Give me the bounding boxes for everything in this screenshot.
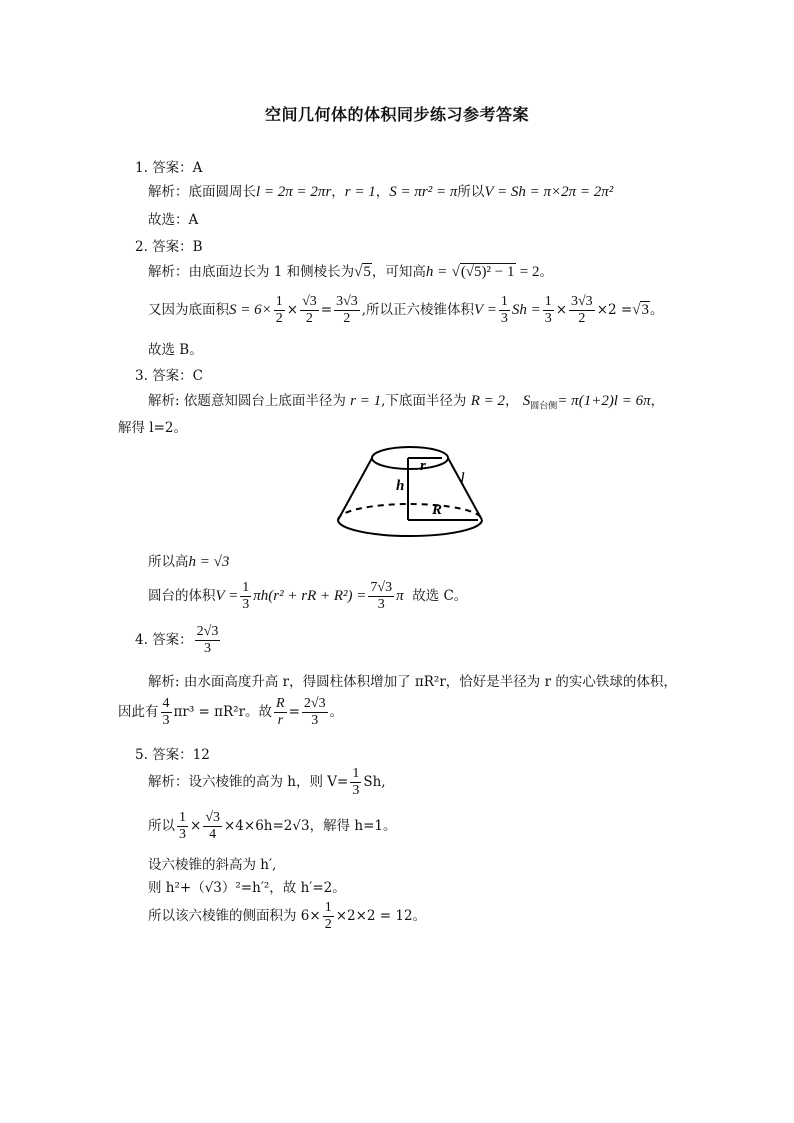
sqrt-5: √5 (354, 264, 371, 280)
fraction-2root3-over-3-b: $\frac{2√3}{3}$ (303, 696, 326, 728)
label-h: h (396, 478, 405, 494)
q5-line5: 所以该六棱锥的侧面积为 6× $\frac{1}{2}$ ×2×2 = 12。 (148, 900, 427, 932)
fraction-four-thirds: $\frac{4}{3}$ (162, 696, 170, 728)
q3-volume: 圆台的体积V = $\frac{1}{3}$ πh(r² + rR + R²) = $\frac{7√3}{3}$ π 故选 C。 (148, 580, 468, 612)
fraction-7root3-over-3: $\frac{7√3}{3}$ (370, 580, 393, 612)
bottom-back-arc (338, 504, 482, 520)
fraction-3root3-over-2-b: $\frac{3√3}{2}$ (571, 294, 593, 326)
left-edge (338, 458, 372, 520)
sqrt-3-result: √3 (632, 302, 649, 318)
q4-line2: 因此有 $\frac{4}{3}$ πr³ = πR²r。故 $\frac{R}{r}$ = $\frac{2√3}{3}$ 。 (118, 696, 344, 728)
label-r: r (420, 458, 426, 474)
fraction-one-third-q5: $\frac{1}{3}$ (352, 766, 360, 798)
fraction-third-b: $\frac{1}{3}$ (544, 294, 552, 326)
q5-line1: 解析：设六棱锥的高为 h，则 V= $\frac{1}{3}$ Sh, (148, 766, 386, 798)
q5-line4: 则 h²+（√3）²=h′²，故 h′=2。 (148, 880, 346, 896)
fraction-one-third-q5b: $\frac{1}{3}$ (179, 810, 186, 842)
frustum-figure (330, 440, 490, 540)
fraction-root3-over-2: $\frac{√3}{2}$ (302, 294, 317, 326)
q2-conclusion: 故选 B。 (148, 342, 203, 358)
bottom-front-arc (338, 520, 482, 536)
q3-analysis: 解析: 依题意知圆台上底面半径为 r = 1,下底面半径为 R = 2， $S_{圆台侧}= \pi(1+2)l = 6\pi$， (148, 393, 665, 412)
q2-analysis: 解析：由底面边长为 1 和侧棱长为√5，可知高h = √(√5)² − 1 = 2。 (148, 264, 554, 280)
q4-answer: 4. 答案： $\frac{2√3}{3}$ (135, 624, 219, 656)
q4-analysis: 解析: 由水面高度升高 r，得圆柱体积增加了 πR²r，恰好是半径为 r 的实心铁球的体积， (148, 674, 677, 690)
fraction-one-third: $\frac{1}{3}$ (242, 580, 250, 612)
q5-answer: 5. 答案：12 (135, 747, 210, 763)
fraction-3root3-over-2: $\frac{3√3}{2}$ (336, 294, 358, 326)
q1-analysis: 解析：底面圆周长l = 2π = 2πr，r = 1，S = πr² = π所以V = Sh = π×2π = 2π² (148, 184, 614, 200)
q1-conclusion: 故选：A (148, 212, 199, 228)
q5-line3: 设六棱锥的斜高为 h′, (148, 857, 277, 873)
q3-answer: 3. 答案：C (135, 368, 204, 384)
fraction-R-over-r: $\frac{R}{r}$ (276, 696, 285, 728)
q3-height: 所以高h = √3 (148, 554, 230, 570)
q2-line2: 又因为底面积S = 6× $\frac{1}{2}$ × $\frac{√3}{2}$ = $\frac{3√3}{2}$ ,所以正六棱锥体积V = $\frac{1}{3}$ Sh = $\frac{1}{3}$ × $\frac{3√3}{2}$ ×2 =√3。 (148, 294, 664, 326)
q2-answer: 2. 答案：B (135, 239, 203, 255)
q3-line2: 解得 l=2。 (118, 420, 188, 436)
fraction-half: $\frac{1}{2}$ (275, 294, 283, 326)
fraction-half-q5: $\frac{1}{2}$ (324, 900, 332, 932)
fraction-third: $\frac{1}{3}$ (500, 294, 508, 326)
fraction-root3-over-4: $\frac{√3}{4}$ (205, 810, 220, 842)
q5-line2: 所以 $\frac{1}{3}$ × $\frac{√3}{4}$ ×4×6h=2√3，解得 h=1。 (148, 810, 397, 842)
q1-answer: 1. 答案：A (135, 160, 203, 176)
page-title: 空间几何体的体积同步练习参考答案 (264, 105, 529, 124)
sqrt-height: √(√5)² − 1 (451, 264, 515, 280)
label-l: l (460, 469, 465, 488)
fraction-2root3-over-3: $\frac{2√3}{3}$ (196, 624, 219, 656)
right-slant-edge (448, 458, 482, 520)
label-R: R (432, 502, 443, 518)
